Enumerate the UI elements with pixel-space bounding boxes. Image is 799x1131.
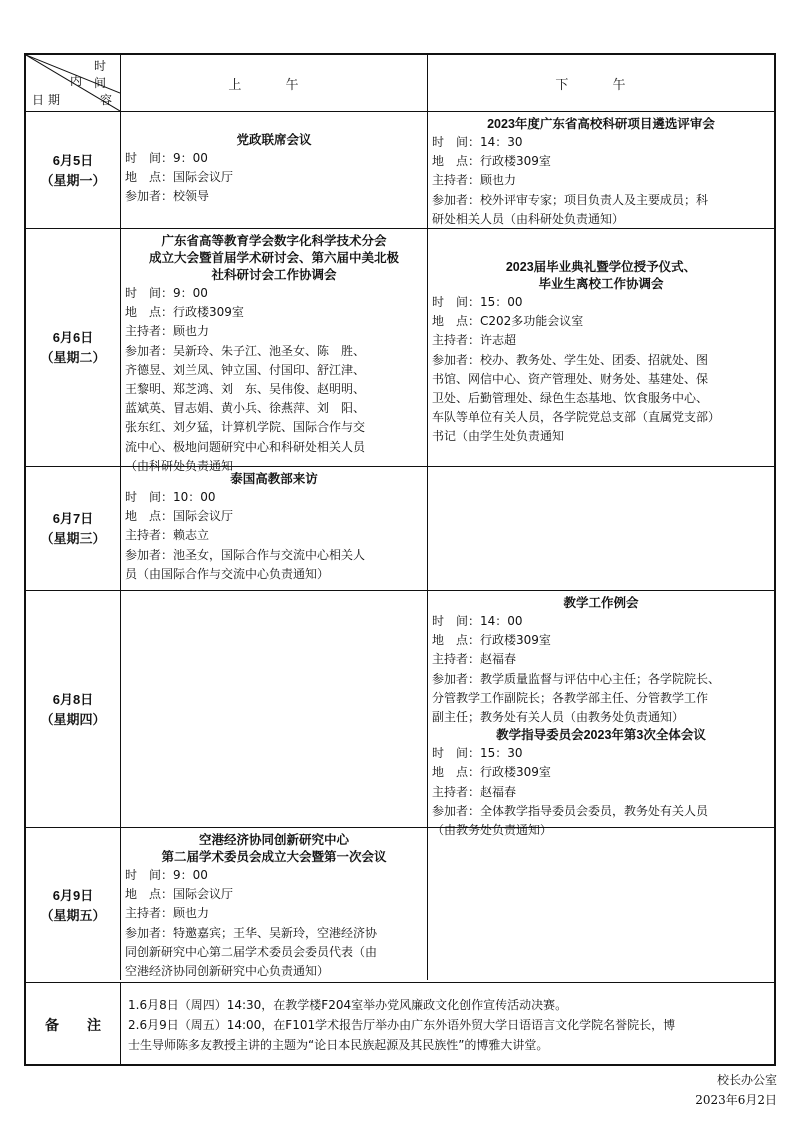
event-line: 地 点：国际会议厅 bbox=[125, 509, 234, 524]
event-line: 参加者：校办、教务处、学生处、团委、招就处、图 bbox=[432, 352, 709, 367]
event-line: 王黎明、郑芝鸿、刘 东、吴伟俊、赵明明、 bbox=[125, 382, 366, 397]
event-title: 泰国高教部来访 bbox=[230, 472, 318, 486]
schedule-table bbox=[24, 53, 776, 1066]
event-line: 参加者：吴新玲、朱子江、池圣女、陈 胜、 bbox=[125, 343, 366, 358]
event-line: 地 点：C202多功能会议室 bbox=[432, 314, 584, 329]
corner-time-label: 时间 bbox=[94, 59, 111, 90]
pm-cell bbox=[427, 229, 774, 467]
note-line: 2.6月9日（周五）14:00，在F101学术报告厅举办由广东外语外贸大学日语语言文化学院名誉院长，博 bbox=[128, 1018, 676, 1032]
am-cell bbox=[120, 229, 427, 473]
event-line: 副主任；教务处有关人员（由教务处负责通知） bbox=[432, 710, 685, 725]
footer-office: 校长办公室 bbox=[716, 1073, 777, 1087]
event-line: 主持者：赵福春 bbox=[432, 784, 517, 799]
event-title-line: 社科研讨会工作协调会 bbox=[211, 268, 337, 282]
am-header: 上 午 bbox=[228, 77, 319, 93]
event-line: 同创新研究中心第二届学术委员会委员代表（由 bbox=[125, 944, 378, 959]
footer-date: 2023年6月2日 bbox=[695, 1093, 777, 1107]
event-line: 时 间：15：30 bbox=[432, 746, 523, 761]
am-cell bbox=[120, 112, 427, 229]
date-cell bbox=[26, 591, 120, 828]
event-line: 地 点：国际会议厅 bbox=[125, 170, 234, 185]
pm-cell bbox=[427, 828, 774, 983]
weekday-label: （星期一） bbox=[40, 172, 106, 188]
event-title-line: 第二届学术委员会成立大会暨第一次会议 bbox=[161, 850, 387, 864]
date-label: 6月7日 bbox=[52, 511, 94, 526]
event-line: 卫处、后勤管理处、绿色生态基地、饮食服务中心、 bbox=[432, 391, 709, 406]
event-line: 蓝斌英、冒志娟、黄小兵、徐燕萍、刘 阳、 bbox=[125, 401, 366, 416]
pm-header: 下 午 bbox=[555, 77, 646, 93]
pm-cell bbox=[427, 112, 774, 229]
event-line: 时 间：15：00 bbox=[432, 295, 523, 309]
event-title: 教学指导委员会2023年第3次全体会议 bbox=[496, 728, 706, 743]
event-title-line: 成立大会暨首届学术研讨会、第六届中美北极 bbox=[148, 251, 399, 265]
event-line: 时 间：9：00 bbox=[125, 286, 208, 300]
event-line: 参加者：池圣女，国际合作与交流中心相关人 bbox=[125, 547, 366, 562]
weekday-label: （星期二） bbox=[40, 350, 106, 365]
notes-label: 备 注 bbox=[45, 1017, 101, 1033]
event-line: 张东红、刘夕猛，计算机学院、国际合作与交 bbox=[125, 420, 366, 435]
event-line: 时 间：9：00 bbox=[125, 868, 208, 882]
event-line: 主持者：赖志立 bbox=[125, 528, 210, 543]
date-cell bbox=[26, 112, 120, 229]
event-line: 参加者：特邀嘉宾；王华、吴新玲，空港经济协 bbox=[125, 925, 378, 940]
event-line: 时 间：10：00 bbox=[125, 490, 216, 504]
weekday-label: （星期三） bbox=[40, 531, 106, 546]
am-cell bbox=[120, 828, 427, 983]
event-line: 参加者：全体教学指导委员会委员，教务处有关人员 bbox=[432, 803, 709, 818]
corner-content-label-1: 内 bbox=[70, 74, 83, 88]
notes-cell bbox=[120, 983, 774, 1067]
event-title: 党政联席会议 bbox=[236, 133, 312, 147]
event-title: 教学工作例会 bbox=[563, 596, 639, 610]
date-label: 6月5日 bbox=[52, 152, 94, 168]
column-divider-notes bbox=[120, 982, 121, 1064]
event-line: （由教务处负责通知） bbox=[432, 823, 553, 838]
event-line: 参加者：教学质量监督与评估中心主任；各学院院长、 bbox=[432, 671, 721, 686]
event-line: 主持者：顾也力 bbox=[432, 173, 517, 188]
day-row-thu bbox=[26, 590, 774, 838]
event-line: 时 间：9：00 bbox=[125, 151, 208, 165]
date-cell bbox=[26, 467, 120, 591]
date-label: 6月8日 bbox=[52, 691, 94, 707]
corner-date-label: 日期 bbox=[32, 93, 65, 107]
event-line: 书记（由学生处负责通知 bbox=[432, 429, 565, 444]
corner-cell bbox=[26, 55, 120, 111]
date-cell bbox=[26, 828, 120, 983]
event-title-line: 广东省高等教育学会数字化科学技术分会 bbox=[161, 234, 387, 248]
event-line: 员（由国际合作与交流中心负责通知） bbox=[125, 566, 330, 581]
event-line: 研处相关人员（由科研处负责通知） bbox=[432, 211, 625, 226]
header-row bbox=[26, 55, 774, 111]
am-cell bbox=[120, 467, 427, 591]
event-line: 主持者：顾也力 bbox=[125, 906, 210, 921]
event-line: 书馆、网信中心、资产管理处、财务处、基建处、保 bbox=[432, 371, 709, 386]
day-row-wed bbox=[26, 466, 774, 591]
weekday-label: （星期四） bbox=[40, 711, 106, 727]
event-title-line: 空港经济协同创新研究中心 bbox=[198, 833, 349, 847]
date-label: 6月6日 bbox=[52, 330, 94, 345]
pm-cell bbox=[427, 467, 774, 591]
event-line: 地 点：国际会议厅 bbox=[125, 887, 234, 902]
event-title: 2023年度广东省高校科研项目遴选评审会 bbox=[487, 117, 715, 131]
day-row-tue bbox=[26, 228, 774, 473]
event-line: 流中心、极地问题研究中心和科研处相关人员 bbox=[125, 439, 366, 454]
column-divider-date bbox=[120, 55, 121, 980]
date-cell bbox=[26, 229, 120, 467]
event-line: 主持者：许志超 bbox=[432, 333, 517, 348]
event-line: 地 点：行政楼309室 bbox=[432, 154, 551, 169]
weekday-label: （星期五） bbox=[40, 907, 106, 923]
event-line: 地 点：行政楼309室 bbox=[125, 305, 244, 320]
day-row-fri bbox=[26, 827, 774, 983]
event-line: 齐德昱、刘兰凤、钟立国、付国印、舒江津、 bbox=[125, 362, 366, 377]
event-line: 地 点：行政楼309室 bbox=[432, 765, 551, 780]
event-line: 主持者：顾也力 bbox=[125, 324, 210, 339]
event-title-line: 毕业生离校工作协调会 bbox=[538, 277, 664, 291]
notes-row bbox=[26, 982, 774, 1067]
event-line: 空港经济协同创新研究中心负责通知） bbox=[125, 964, 330, 979]
date-label: 6月9日 bbox=[52, 887, 94, 903]
event-line: 参加者：校外评审专家；项目负责人及主要成员；科 bbox=[432, 192, 709, 207]
event-line: 车队等单位有关人员，各学院党总支部（直属党支部） bbox=[432, 410, 721, 425]
day-row-mon bbox=[26, 111, 774, 229]
event-title-line: 2023届毕业典礼暨学位授予仪式、 bbox=[505, 260, 697, 274]
event-line: 地 点：行政楼309室 bbox=[432, 633, 551, 648]
note-line: 1.6月8日（周四）14:30，在教学楼F204室举办党风廉政文化创作宣传活动决赛。 bbox=[128, 998, 568, 1012]
event-line: 主持者：赵福春 bbox=[432, 652, 517, 667]
column-divider-am-pm bbox=[427, 55, 428, 980]
corner-content-label-2: 容 bbox=[100, 93, 113, 107]
event-line: 时 间：14：00 bbox=[432, 614, 523, 628]
event-line: 参加者：校领导 bbox=[125, 189, 210, 204]
note-line: 士生导师陈多友教授主讲的主题为“论日本民族起源及其民族性”的博雅大讲堂。 bbox=[128, 1038, 549, 1052]
pm-cell bbox=[427, 591, 774, 838]
event-line: （由科研处负责通知 bbox=[125, 458, 234, 473]
am-cell bbox=[120, 591, 427, 828]
event-line: 分管教学工作副院长；各教学部主任、分管教学工作 bbox=[432, 690, 709, 705]
event-line: 时 间：14：30 bbox=[432, 135, 523, 149]
